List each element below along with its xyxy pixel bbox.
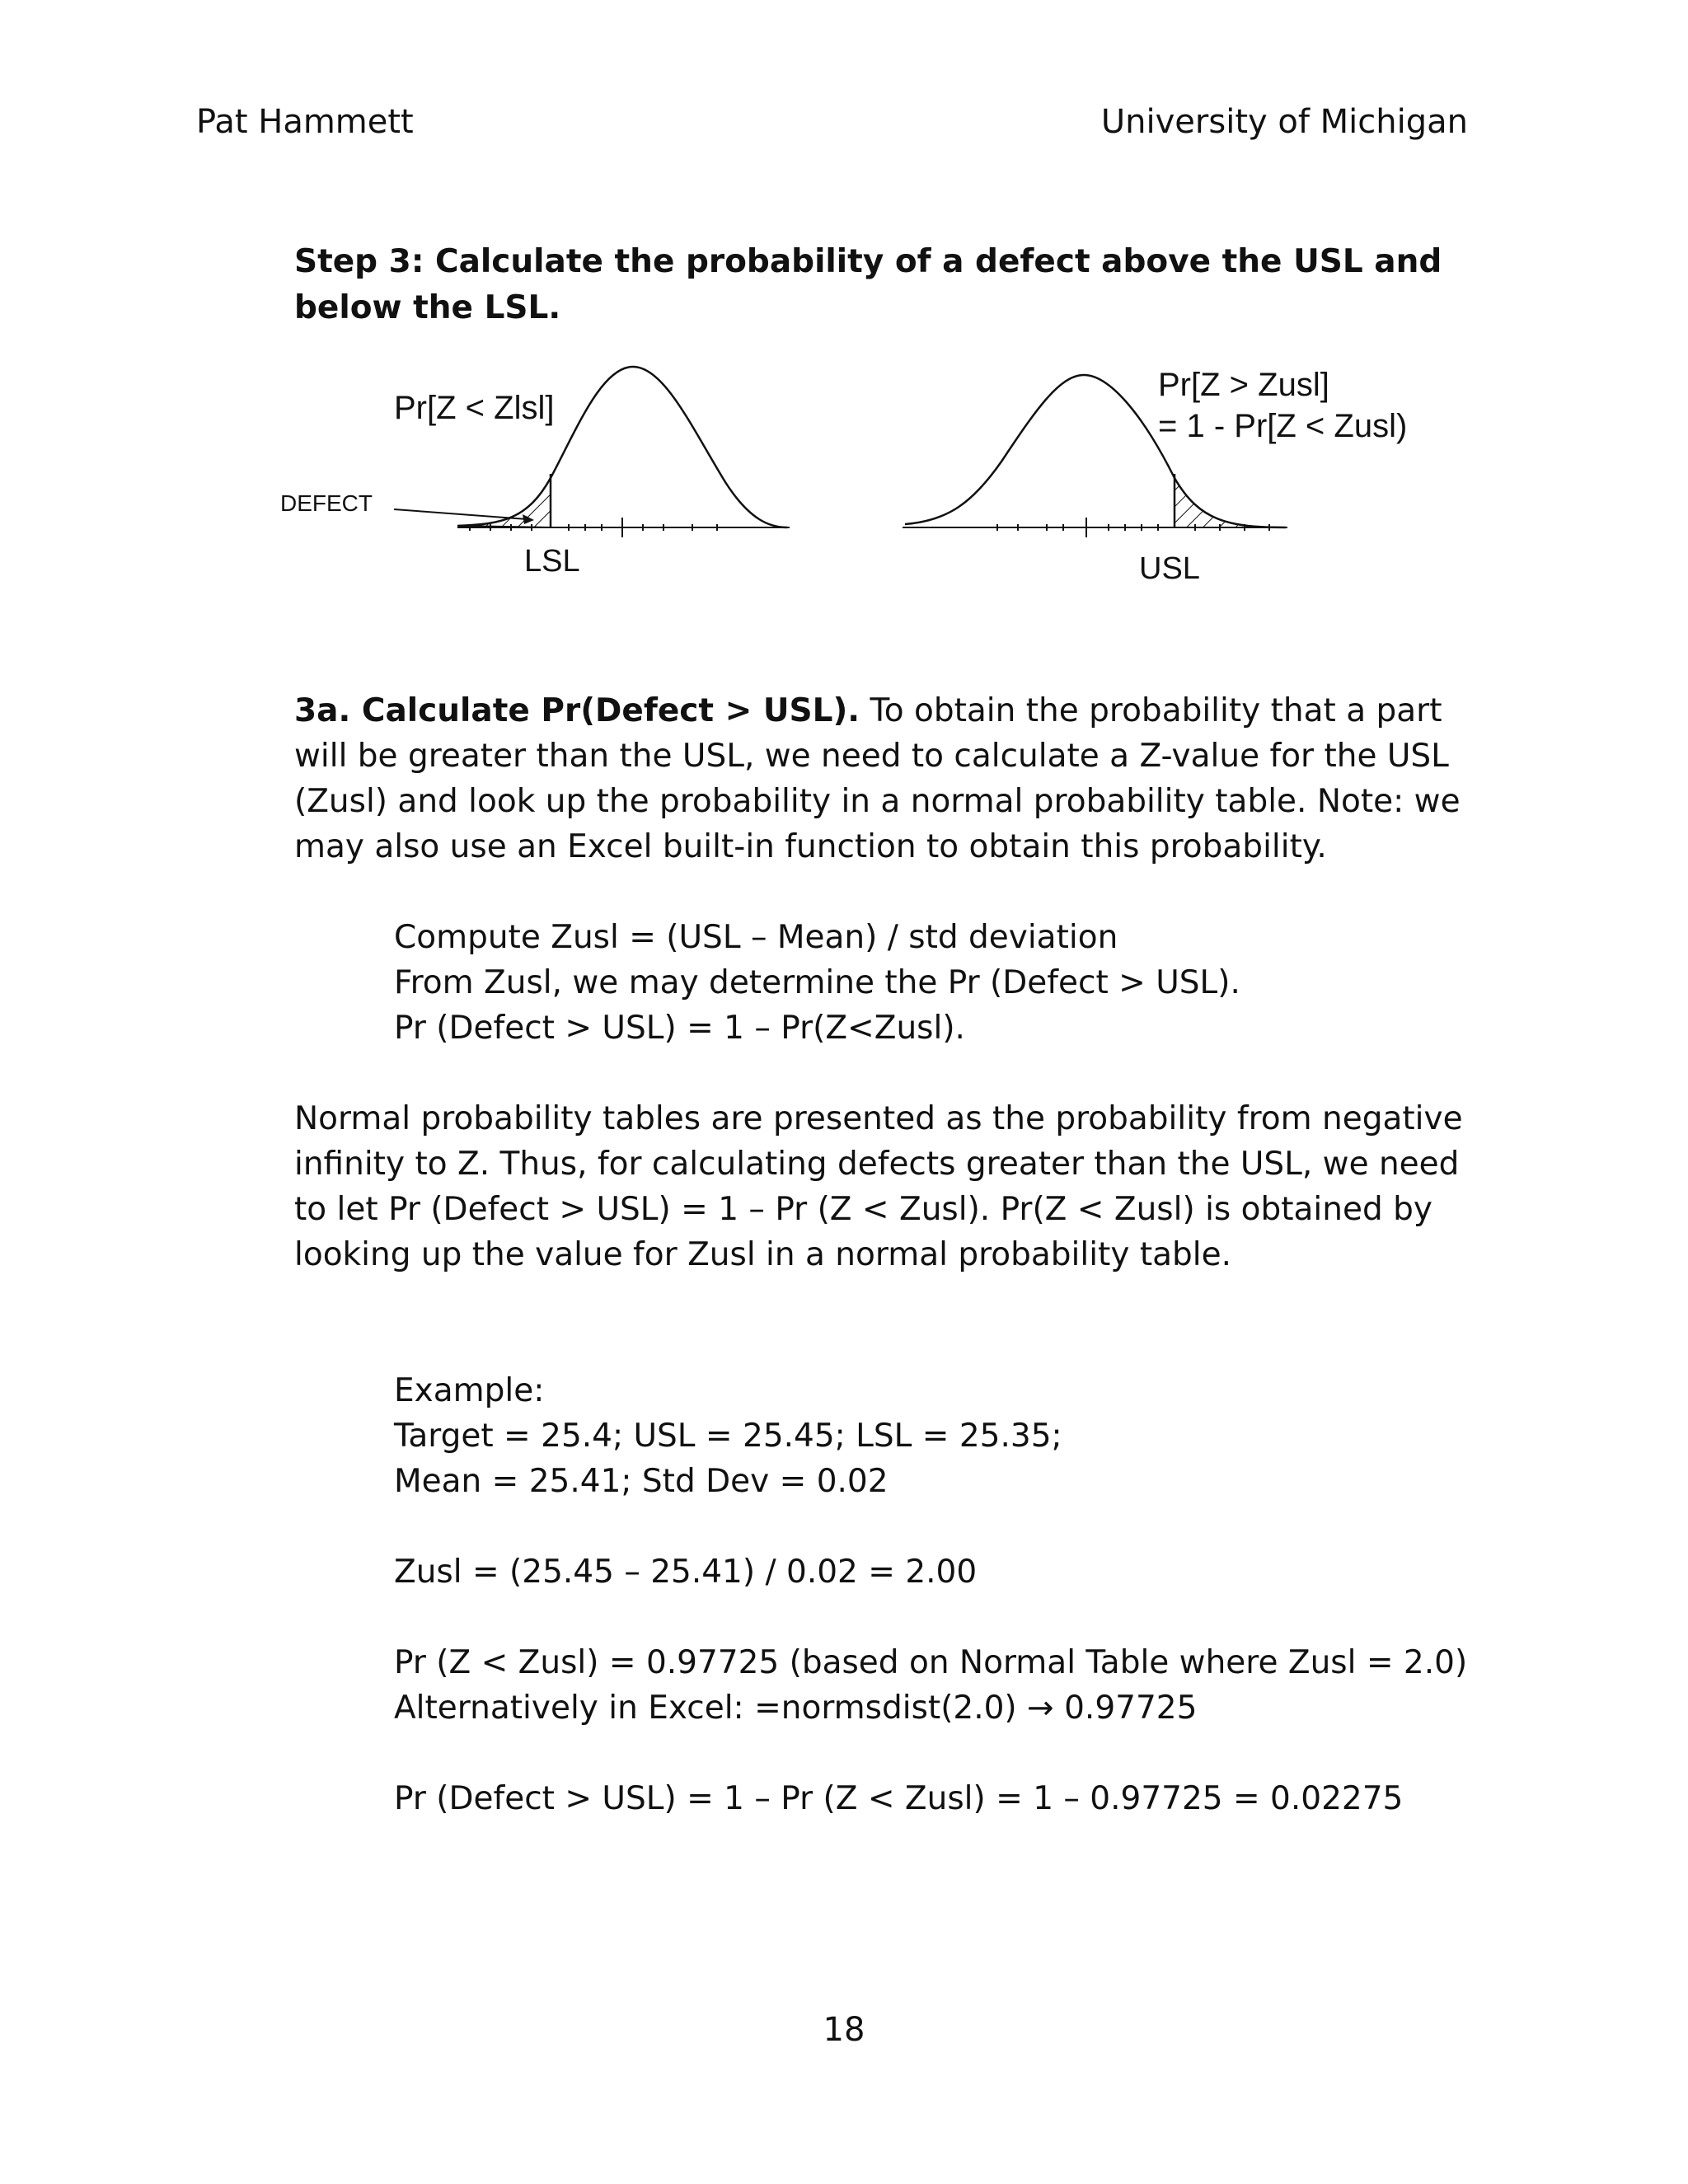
lsl-label: LSL (524, 544, 580, 579)
header-institution: University of Michigan (1100, 103, 1468, 141)
normal-table-paragraph: Normal probability tables are presented as the probability from negative infinity to Z. Thus, for calculating defects greater than the USL, we need to let Pr (Defect > USL) = 1 – Pr (Z < Zusl). Pr(Z < Zusl) is obtained by looking up the value for Zusl in a normal probability table. (294, 1100, 1463, 1273)
compute-line-2: From Zusl, we may determine the Pr (Defect > USL). (394, 964, 1240, 1001)
zusl-calculation: Zusl = (25.45 – 25.41) / 0.02 = 2.00 (394, 1554, 978, 1591)
excel-line: Alternatively in Excel: =normsdist(2.0) → 0.97725 (394, 1690, 1198, 1727)
right-curve-label-line1: Pr[Z > Zusl] (1158, 367, 1329, 403)
section-3a-heading: 3a. Calculate Pr(Defect > USL). (294, 692, 860, 729)
compute-block (394, 915, 1240, 1051)
probability-block (394, 1640, 1467, 1731)
pr-z-line: Pr (Z < Zusl) = 0.97725 (based on Normal Table where Zusl = 2.0) (394, 1644, 1468, 1681)
lsl-tail-shading (457, 478, 551, 527)
usl-tail-shading (1175, 478, 1286, 527)
usl-label: USL (1139, 551, 1200, 586)
section-3a-paragraph (294, 688, 1481, 869)
section-3a-body: To obtain the probability that a part will be greater than the USL, we need to calculate a Z-value for the USL (Zusl) and look up the probability in a normal probability table. Note: we may also use an Excel built-in function to obtain this probability. (294, 692, 1461, 865)
defect-label: DEFECT (280, 490, 373, 516)
normal-curves-figure (0, 346, 1688, 610)
example-line-2: Mean = 25.41; Std Dev = 0.02 (394, 1463, 889, 1500)
compute-line-3: Pr (Defect > USL) = 1 – Pr(Z<Zusl). (394, 1010, 965, 1047)
compute-line-1: Compute Zusl = (USL – Mean) / std deviation (394, 919, 1118, 956)
header-author: Pat Hammett (196, 103, 414, 141)
example-line-1: Target = 25.4; USL = 25.45; LSL = 25.35; (394, 1418, 1062, 1455)
left-curve-label: Pr[Z < Zlsl] (394, 390, 555, 426)
step3-title: Step 3: Calculate the probability of a defect above the USL and below the LSL. (294, 243, 1442, 326)
right-curve-label-line2: = 1 - Pr[Z < Zusl) (1158, 408, 1408, 444)
example-label: Example: (394, 1372, 545, 1409)
example-block (394, 1368, 1062, 1504)
page-number: 18 (823, 2011, 865, 2049)
pr-defect-result: Pr (Defect > USL) = 1 – Pr (Z < Zusl) = 1 – 0.97725 = 0.02275 (394, 1780, 1404, 1817)
